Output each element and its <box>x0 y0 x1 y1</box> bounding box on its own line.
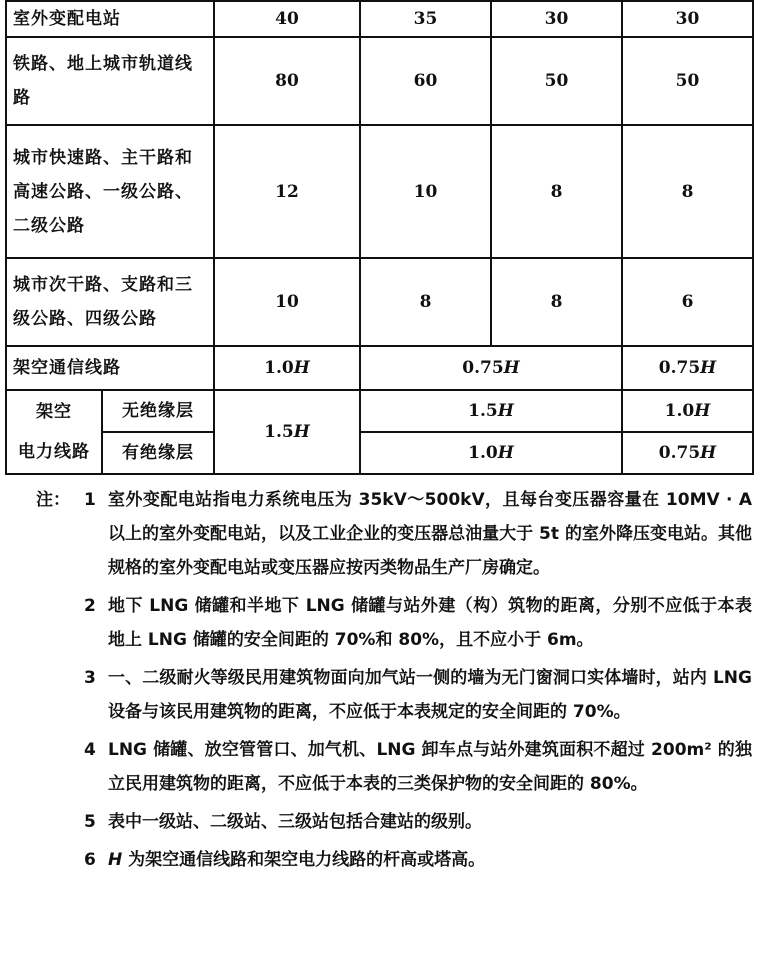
value-cell: 50 <box>491 37 622 125</box>
value-cell <box>360 432 622 474</box>
sub-row-label: 无绝缘层 <box>102 390 214 432</box>
value-cell: 12 <box>214 125 360 258</box>
value-cell <box>622 346 753 390</box>
value-number: 1.0 <box>664 401 695 421</box>
value-cell: 80 <box>214 37 360 125</box>
value-number: 0.75 <box>658 443 701 463</box>
table-row <box>6 258 753 346</box>
note-number: 4 <box>84 740 96 760</box>
row-label: 城市快速路、主干路和高速公路、一级公路、二级公路 <box>6 125 214 258</box>
value-number: 0.75 <box>462 358 504 378</box>
value-cell: 8 <box>622 125 753 258</box>
table-row <box>6 390 753 432</box>
note-text: 地下 LNG 储罐和半地下 LNG 储罐与站外建（构）筑物的距离，分别不应低于本表地上 LNG 储罐的安全间距的 70%和 80%，且不应小于 6m。 <box>108 596 752 650</box>
value-cell: 8 <box>491 125 622 258</box>
value-cell <box>622 432 753 474</box>
row-group-label-bottom: 电力线路 <box>18 442 90 462</box>
notes-prefix: 注： <box>36 490 70 510</box>
note-item <box>36 661 752 729</box>
value-number: 1.0 <box>264 358 294 378</box>
value-cell <box>360 346 622 390</box>
value-cell: 35 <box>360 1 491 37</box>
note-text: 一、二级耐火等级民用建筑物面向加气站一侧的墙为无门窗洞口实体墙时，站内 LNG 设备与该民用建筑物的距离，不应低于本表规定的安全间距的 70%。 <box>108 668 752 722</box>
value-number: 0.75 <box>658 358 701 378</box>
value-symbol: H <box>700 358 717 378</box>
note-item <box>36 589 752 657</box>
note-text: LNG 储罐、放空管管口、加气机、LNG 卸车点与站外建筑面积不超过 200m² 的独立民用建筑物的距离，不应低于本表的三类保护物的安全间距的 80%。 <box>108 740 752 794</box>
value-cell: 8 <box>360 258 491 346</box>
value-cell: 8 <box>491 258 622 346</box>
value-number: 1.5 <box>264 422 294 442</box>
row-label: 室外变配电站 <box>6 1 214 37</box>
note-number: 6 <box>84 850 96 870</box>
note-item <box>36 805 752 839</box>
row-group-label-top: 架空 <box>36 402 72 422</box>
table-row <box>6 346 753 390</box>
note-number: 2 <box>84 596 96 616</box>
value-symbol: H <box>694 401 711 421</box>
row-label: 架空通信线路 <box>6 346 214 390</box>
value-cell: 30 <box>622 1 753 37</box>
value-symbol: H <box>497 443 514 463</box>
value-cell: 60 <box>360 37 491 125</box>
note-text: 为架空通信线路和架空电力线路的杆高或塔高。 <box>122 850 486 870</box>
value-symbol: H <box>700 443 717 463</box>
note-text: 室外变配电站指电力系统电压为 35kV～500kV，且每台变压器容量在 10MV · A 以上的室外变配电站，以及工业企业的变压器总油量大于 5t 的室外降压变电站。其他规格的室外变配电站或变压器应按丙类物品生产厂房确定。 <box>108 490 752 578</box>
table-row <box>6 125 753 258</box>
value-cell: 50 <box>622 37 753 125</box>
note-number: 5 <box>84 812 96 832</box>
table-row <box>6 432 753 474</box>
value-cell <box>622 390 753 432</box>
note-symbol: H <box>108 850 123 870</box>
note-number: 1 <box>84 490 96 510</box>
value-number: 1.5 <box>468 401 498 421</box>
value-cell: 10 <box>214 258 360 346</box>
note-item <box>36 843 752 877</box>
row-label: 城市次干路、支路和三级公路、四级公路 <box>6 258 214 346</box>
table-row <box>6 1 753 37</box>
spacing-table <box>5 0 754 475</box>
row-group-label <box>6 390 102 474</box>
value-symbol: H <box>497 401 514 421</box>
value-cell: 40 <box>214 1 360 37</box>
value-symbol: H <box>503 358 520 378</box>
value-symbol: H <box>293 358 310 378</box>
value-cell <box>360 390 622 432</box>
value-cell: 30 <box>491 1 622 37</box>
note-number: 3 <box>84 668 96 688</box>
value-cell: 6 <box>622 258 753 346</box>
note-text: 表中一级站、二级站、三级站包括合建站的级别。 <box>108 812 482 832</box>
notes-section <box>36 483 752 881</box>
note-item <box>36 483 752 585</box>
table-row <box>6 37 753 125</box>
value-cell <box>214 346 360 390</box>
sub-row-label: 有绝缘层 <box>102 432 214 474</box>
value-symbol: H <box>293 422 310 442</box>
note-item <box>36 733 752 801</box>
value-cell <box>214 390 360 474</box>
value-cell: 10 <box>360 125 491 258</box>
value-number: 1.0 <box>468 443 498 463</box>
row-label: 铁路、地上城市轨道线路 <box>6 37 214 125</box>
